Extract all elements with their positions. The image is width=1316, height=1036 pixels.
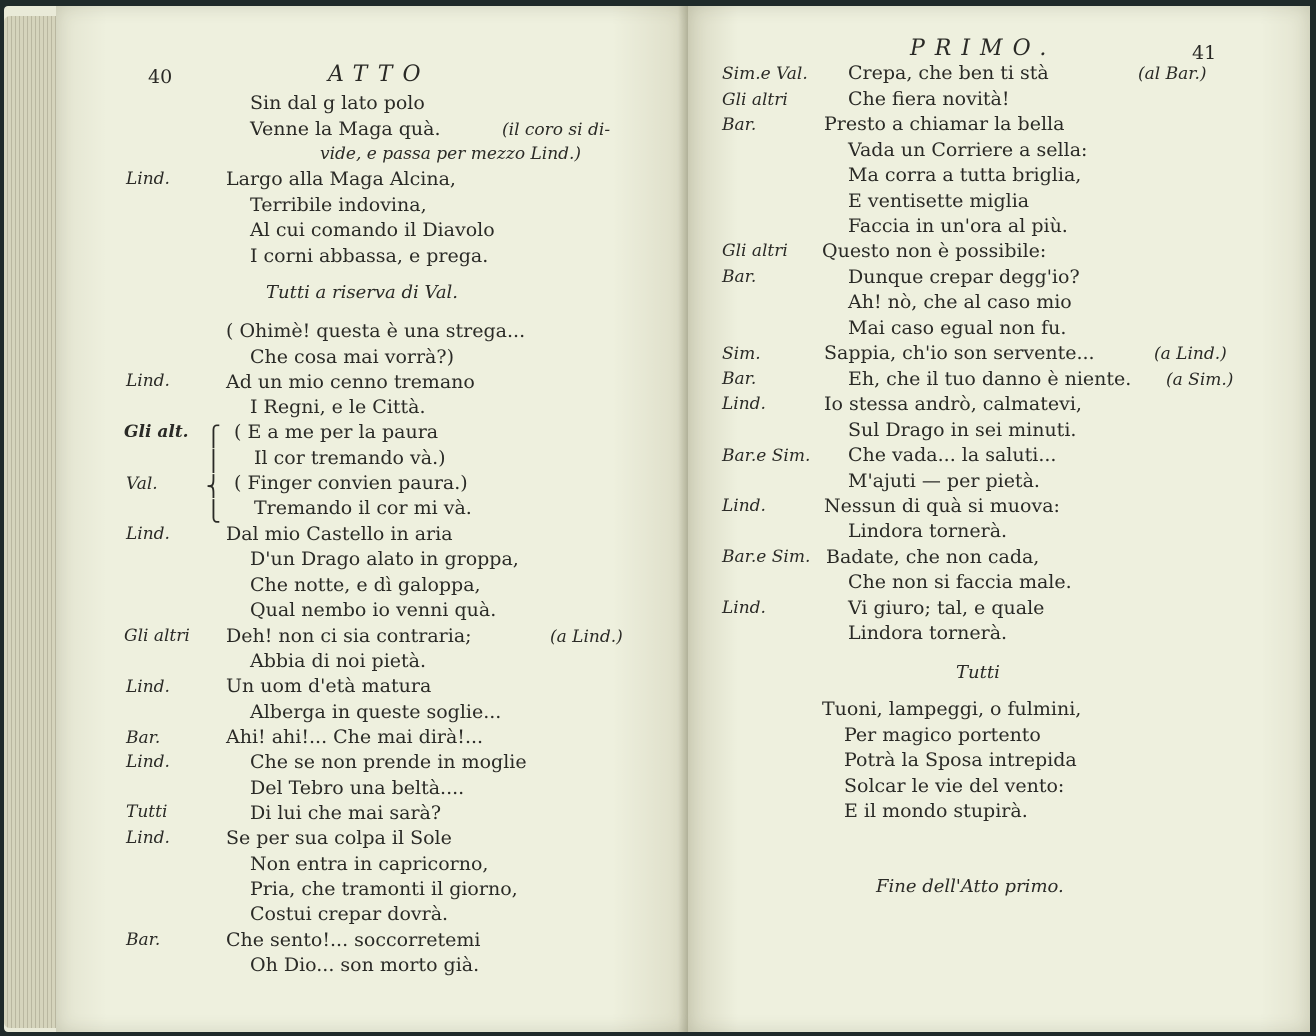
- verse-line: Faccia in un'ora al più.: [848, 215, 1068, 237]
- verse-line: I corni abbassa, e prega.: [250, 245, 489, 267]
- verse-line: M'ajuti — per pietà.: [848, 470, 1040, 492]
- speaker-label: Bar.: [126, 728, 161, 748]
- page-number: 40: [148, 66, 173, 88]
- verse-line: Costui crepar dovrà.: [250, 903, 449, 925]
- stage-direction: (a Sim.): [1166, 370, 1234, 390]
- verse-line: Che se non prende in moglie: [250, 751, 527, 773]
- brace-icon: ⎧ ⎪ ⎨ ⎩: [206, 424, 221, 523]
- speaker-label: Lind.: [722, 496, 766, 516]
- verse-line: Che sento!... soccorretemi: [226, 929, 481, 951]
- speaker-label: Sim.: [722, 344, 761, 364]
- stage-direction: (al Bar.): [1138, 64, 1207, 84]
- verse-line: Oh Dio... son morto già.: [250, 954, 480, 976]
- verse-line: Al cui comando il Diavolo: [250, 219, 495, 241]
- open-book: [4, 6, 1310, 1032]
- speaker-label: Bar.: [722, 115, 757, 135]
- speaker-label: Bar.: [722, 267, 757, 287]
- verse-line: Sin dal g lato polo: [250, 92, 425, 114]
- verse-line: Io stessa andrò, calmatevi,: [824, 393, 1082, 415]
- speaker-label: Gli altri: [722, 90, 788, 110]
- verse-line: Per magico portento: [844, 724, 1041, 746]
- verse-line: I Regni, e le Città.: [250, 396, 426, 418]
- verse-line: Ma corra a tutta briglia,: [848, 164, 1082, 186]
- speaker-label: Lind.: [126, 524, 170, 544]
- verse-line: Del Tebro una beltà....: [250, 777, 465, 799]
- verse-line: Abbia di noi pietà.: [250, 650, 427, 672]
- verse-line: Solcar le vie del vento:: [844, 775, 1065, 797]
- verse-line: Potrà la Sposa intrepida: [844, 749, 1077, 771]
- running-header: ATTO: [328, 62, 431, 87]
- verse-line: Se per sua colpa il Sole: [226, 827, 452, 849]
- verse-line: Lindora tornerà.: [848, 622, 1008, 644]
- speaker-label: Lind.: [126, 677, 170, 697]
- verse-line: Tremando il cor mi và.: [254, 497, 472, 519]
- verse-line: ( Ohimè! questa è una strega...: [226, 320, 526, 342]
- section-heading: Tutti: [956, 662, 1000, 683]
- page-number: 41: [1192, 42, 1217, 64]
- running-header: PRIMO.: [910, 36, 1057, 61]
- speaker-label: Gli altri: [124, 626, 190, 646]
- verse-line: Mai caso egual non fu.: [848, 317, 1067, 339]
- right-page: [688, 6, 1310, 1032]
- verse-line: Ad un mio cenno tremano: [226, 371, 475, 393]
- speaker-label: Bar.: [722, 369, 757, 389]
- verse-line: Qual nembo io venni quà.: [250, 599, 497, 621]
- speaker-label: Lind.: [126, 752, 170, 772]
- verse-line: Dunque crepar degg'io?: [848, 266, 1080, 288]
- speaker-label: Lind.: [722, 598, 766, 618]
- verse-line: ( E a me per la paura: [234, 421, 439, 443]
- verse-line: Pria, che tramonti il giorno,: [250, 878, 518, 900]
- speaker-label: Tutti: [126, 802, 168, 822]
- speaker-label: Bar.e Sim.: [722, 446, 811, 466]
- verse-line: Di lui che mai sarà?: [250, 802, 442, 824]
- verse-line: Non entra in capricorno,: [250, 853, 489, 875]
- verse-line: Un uom d'età matura: [226, 675, 432, 697]
- verse-line: Il cor tremando và.): [254, 447, 446, 469]
- speaker-label: Lind.: [126, 828, 170, 848]
- verse-line: Terribile indovina,: [250, 194, 427, 216]
- speaker-label: Bar.e Sim.: [722, 547, 811, 567]
- act-end-note: Fine dell'Atto primo.: [876, 876, 1064, 897]
- verse-line: Vi giuro; tal, e quale: [848, 597, 1045, 619]
- verse-line: Deh! non ci sia contraria;: [226, 625, 472, 647]
- verse-line: Questo non è possibile:: [822, 240, 1047, 262]
- speaker-label: Val.: [126, 474, 158, 494]
- verse-line: Dal mio Castello in aria: [226, 523, 453, 545]
- speaker-label: Lind.: [722, 394, 766, 414]
- verse-line: Eh, che il tuo danno è niente.: [848, 368, 1132, 390]
- verse-line: Largo alla Maga Alcina,: [226, 168, 456, 190]
- stage-direction: vide, e passa per mezzo Lind.): [320, 144, 582, 164]
- verse-line: Ahi! ahi!... Che mai dirà!...: [226, 726, 484, 748]
- speaker-label: Bar.: [126, 930, 161, 950]
- verse-line: Ah! nò, che al caso mio: [848, 291, 1072, 313]
- stage-direction: (a Lind.): [550, 627, 623, 647]
- speaker-label: Sim.e Val.: [722, 64, 808, 84]
- verse-line: Che fiera novità!: [848, 88, 1010, 110]
- page-edges: [4, 16, 60, 1028]
- verse-line: Nessun di quà si muova:: [824, 495, 1060, 517]
- verse-line: Badate, che non cada,: [826, 546, 1040, 568]
- verse-line: Sul Drago in sei minuti.: [848, 419, 1077, 441]
- verse-line: Crepa, che ben ti stà: [848, 62, 1049, 84]
- verse-line: ( Finger convien paura.): [234, 472, 468, 494]
- speaker-label: Gli altri: [722, 241, 788, 261]
- verse-line: Venne la Maga quà.: [250, 118, 441, 140]
- verse-line: Che cosa mai vorrà?): [250, 346, 454, 368]
- verse-line: Presto a chiamar la bella: [824, 113, 1065, 135]
- stage-direction: (il coro si di-: [502, 120, 611, 140]
- verse-line: E ventisette miglia: [848, 190, 1030, 212]
- verse-line: Sappia, ch'io son servente...: [824, 342, 1095, 364]
- verse-line: Tuoni, lampeggi, o fulmini,: [822, 698, 1082, 720]
- left-page: [56, 6, 688, 1032]
- verse-line: Lindora tornerà.: [848, 520, 1008, 542]
- speaker-label: Lind.: [126, 371, 170, 391]
- verse-line: Che non si faccia male.: [848, 571, 1072, 593]
- verse-line: Che vada... la saluti...: [848, 444, 1057, 466]
- verse-line: D'un Drago alato in groppa,: [250, 548, 519, 570]
- speaker-label: Gli alt.: [124, 422, 189, 442]
- verse-line: Alberga in queste soglie...: [250, 701, 502, 723]
- verse-line: E il mondo stupirà.: [844, 800, 1028, 822]
- verse-line: Che notte, e dì galoppa,: [250, 574, 481, 596]
- verse-line: Vada un Corriere a sella:: [848, 139, 1088, 161]
- speaker-label: Lind.: [126, 169, 170, 189]
- stage-direction: (a Lind.): [1154, 344, 1227, 364]
- section-heading: Tutti a riserva di Val.: [266, 282, 459, 303]
